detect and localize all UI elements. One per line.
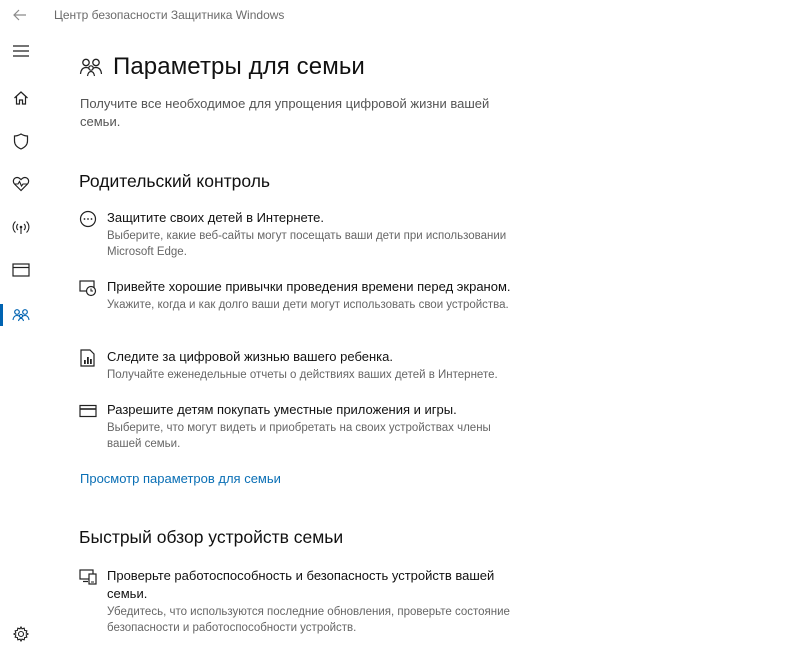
item-description: Выберите, что могут видеть и приобретать на своих устройствах члены вашей семьи. — [107, 422, 491, 450]
item-heading: Защитите своих детей в Интернете. — [107, 210, 325, 225]
item-description: Выберите, какие веб-сайты могут посещать ваши дети при использовании Microsoft Edge. — [107, 230, 507, 258]
item-description: Укажите, когда и как долго ваши дети могут использовать свои устройства. — [107, 299, 509, 311]
item-description: Убедитесь, что используются последние обновления, проверьте состояние безопасности и работоспособности устройств. — [107, 606, 510, 634]
item-heading: Привейте хорошие привычки проведения времени перед экраном. — [107, 279, 511, 294]
section-title-parental: Родительский контроль — [79, 171, 271, 191]
payment-card-icon — [79, 402, 97, 420]
item-heading: Следите за цифровой жизнью вашего ребенка. — [107, 349, 393, 364]
web-browsing-icon — [79, 210, 97, 228]
screen-time-icon — [79, 279, 97, 297]
app-title: Центр безопасности Защитника Windows — [54, 8, 285, 22]
family-icon — [79, 57, 103, 77]
section-title-devices: Быстрый обзор устройств семьи — [79, 527, 344, 547]
activity-report-icon — [79, 349, 97, 367]
item-heading: Разрешите детям покупать уместные приложения и игры. — [107, 402, 457, 417]
page-title: Параметры для семьи — [113, 53, 365, 80]
page-header — [79, 53, 365, 81]
item-heading: Проверьте работоспособность и безопасность устройств вашей семьи. — [107, 568, 495, 601]
devices-icon — [79, 568, 97, 586]
page-subtitle: Получите все необходимое для упрощения цифровой жизни вашей семьи. — [80, 96, 490, 129]
item-description: Получайте еженедельные отчеты о действиях ваших детей в Интернете. — [107, 369, 498, 381]
view-family-settings-link[interactable]: Просмотр параметров для семьи — [80, 471, 281, 486]
